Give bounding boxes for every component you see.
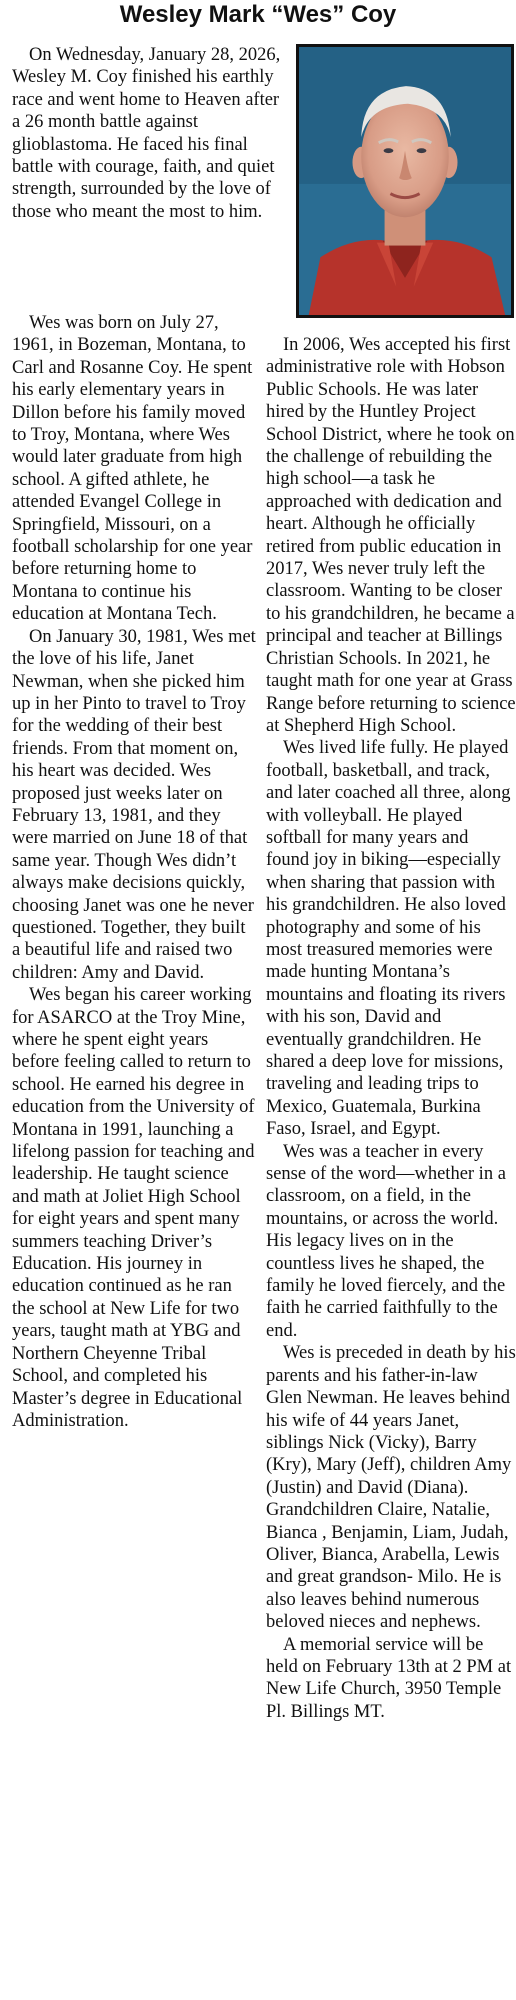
- paragraph: Wes was born on July 27, 1961, in Bozeman, Montana, to Carl and Rosanne Coy. He spent his early elementary years in Dillon before his family moved to Troy, Montana, where Wes would later graduate from high school. A gifted athlete, he attended Evangel College in Springfield, Missouri, on a football scholarship for one year before returning home to Montana to continue his education at Montana Tech.: [12, 313, 253, 625]
- portrait-photo: [296, 44, 514, 318]
- paragraph: On Wednesday, January 28, 2026, Wesley M. Coy finished his earthly race and went home to Heaven after a 26 month battle against glioblastoma. He faced his final battle with courage, faith, and quiet strength, surrounded by the love of those who meant the most to him.: [12, 45, 281, 222]
- paragraph: Wes lived life fully. He played football, basketball, and track, and later coached all three, along with volleyball. He played softball for many years and found joy in biking—especially when sharing that passion with his grandchildren. He also loved photography and some of his most treasured memories were made hunting Montana’s mountains and floating its rivers with his son, David and eventually grandchildren. He shared a deep love for missions, traveling and leading trips to Mexico, Guatemala, Burkina Faso, Israel, and Egypt.: [266, 738, 511, 1140]
- paragraph: A memorial service will be held on February 13th at 2 PM at New Life Church, 3950 Temple Pl. Billings MT.: [266, 1634, 512, 1722]
- left-column: [12, 312, 256, 1432]
- portrait-illustration: [299, 47, 511, 315]
- paragraph: In 2006, Wes accepted his first administrative role with Hobson Public Schools. He was later hired by the Huntley Project School District, where he took on the challenge of rebuilding the high school—a task he approached with dedication and heart. Although he officially retired from public education in 2017, Wes never truly left the classroom. Wanting to be closer to his grandchildren, he became a principal and teacher at Billings Christian Schools. In 2021, he taught math for one year at Grass Range before returning to science at Shepherd High School.: [266, 335, 516, 736]
- obituary-title: Wesley Mark “Wes” Coy: [119, 1, 397, 28]
- paragraph: Wes began his career working for ASARCO at the Troy Mine, where he spent eight years before feeling called to return to school. He earned his degree in education from the University of Montana in 1991, launching a lifelong passion for teaching and leadership. He taught science and math at Joliet High School for eight years and spent many summers teaching Driver’s Education. His journey in education continued as he ran the school at New Life for two years, taught math at YBG and Northern Cheyenne Tribal School, and completed his Master’s degree in Educational Administration.: [12, 985, 255, 1431]
- left-column-top: [12, 44, 286, 223]
- paragraph: Wes was a teacher in every sense of the word—whether in a classroom, on a field, in the mountains, or across the world. His legacy lives on in the countless lives he shaped, the family he loved fiercely, and the faith he carried faithfully to the end.: [266, 1141, 506, 1341]
- paragraph: Wes is preceded in death by his parents and his father-in-law Glen Newman. He leaves behind his wife of 44 years Janet, siblings Nick (Vicky), Barry (Kry), Mary (Jeff), children Amy (Justin) and David (Diana). Grandchildren Claire, Natalie, Bianca , Benjamin, Liam, Judah, Oliver, Bianca, Arabella, Lewis and great grandson- Milo. He is also leaves behind numerous beloved nieces and nephews.: [266, 1343, 516, 1633]
- paragraph: On January 30, 1981, Wes met the love of his life, Janet Newman, when she picked him up in her Pinto to travel to Troy for the wedding of their best friends. From that moment on, his heart was decided. Wes proposed just weeks later on February 13, 1981, and they were married on June 18 of that same year. Though Wes didn’t always make decisions quickly, choosing Janet was one he never questioned. Together, they built a beautiful life and raised two children: Amy and David.: [12, 626, 256, 983]
- right-column: [266, 334, 516, 1723]
